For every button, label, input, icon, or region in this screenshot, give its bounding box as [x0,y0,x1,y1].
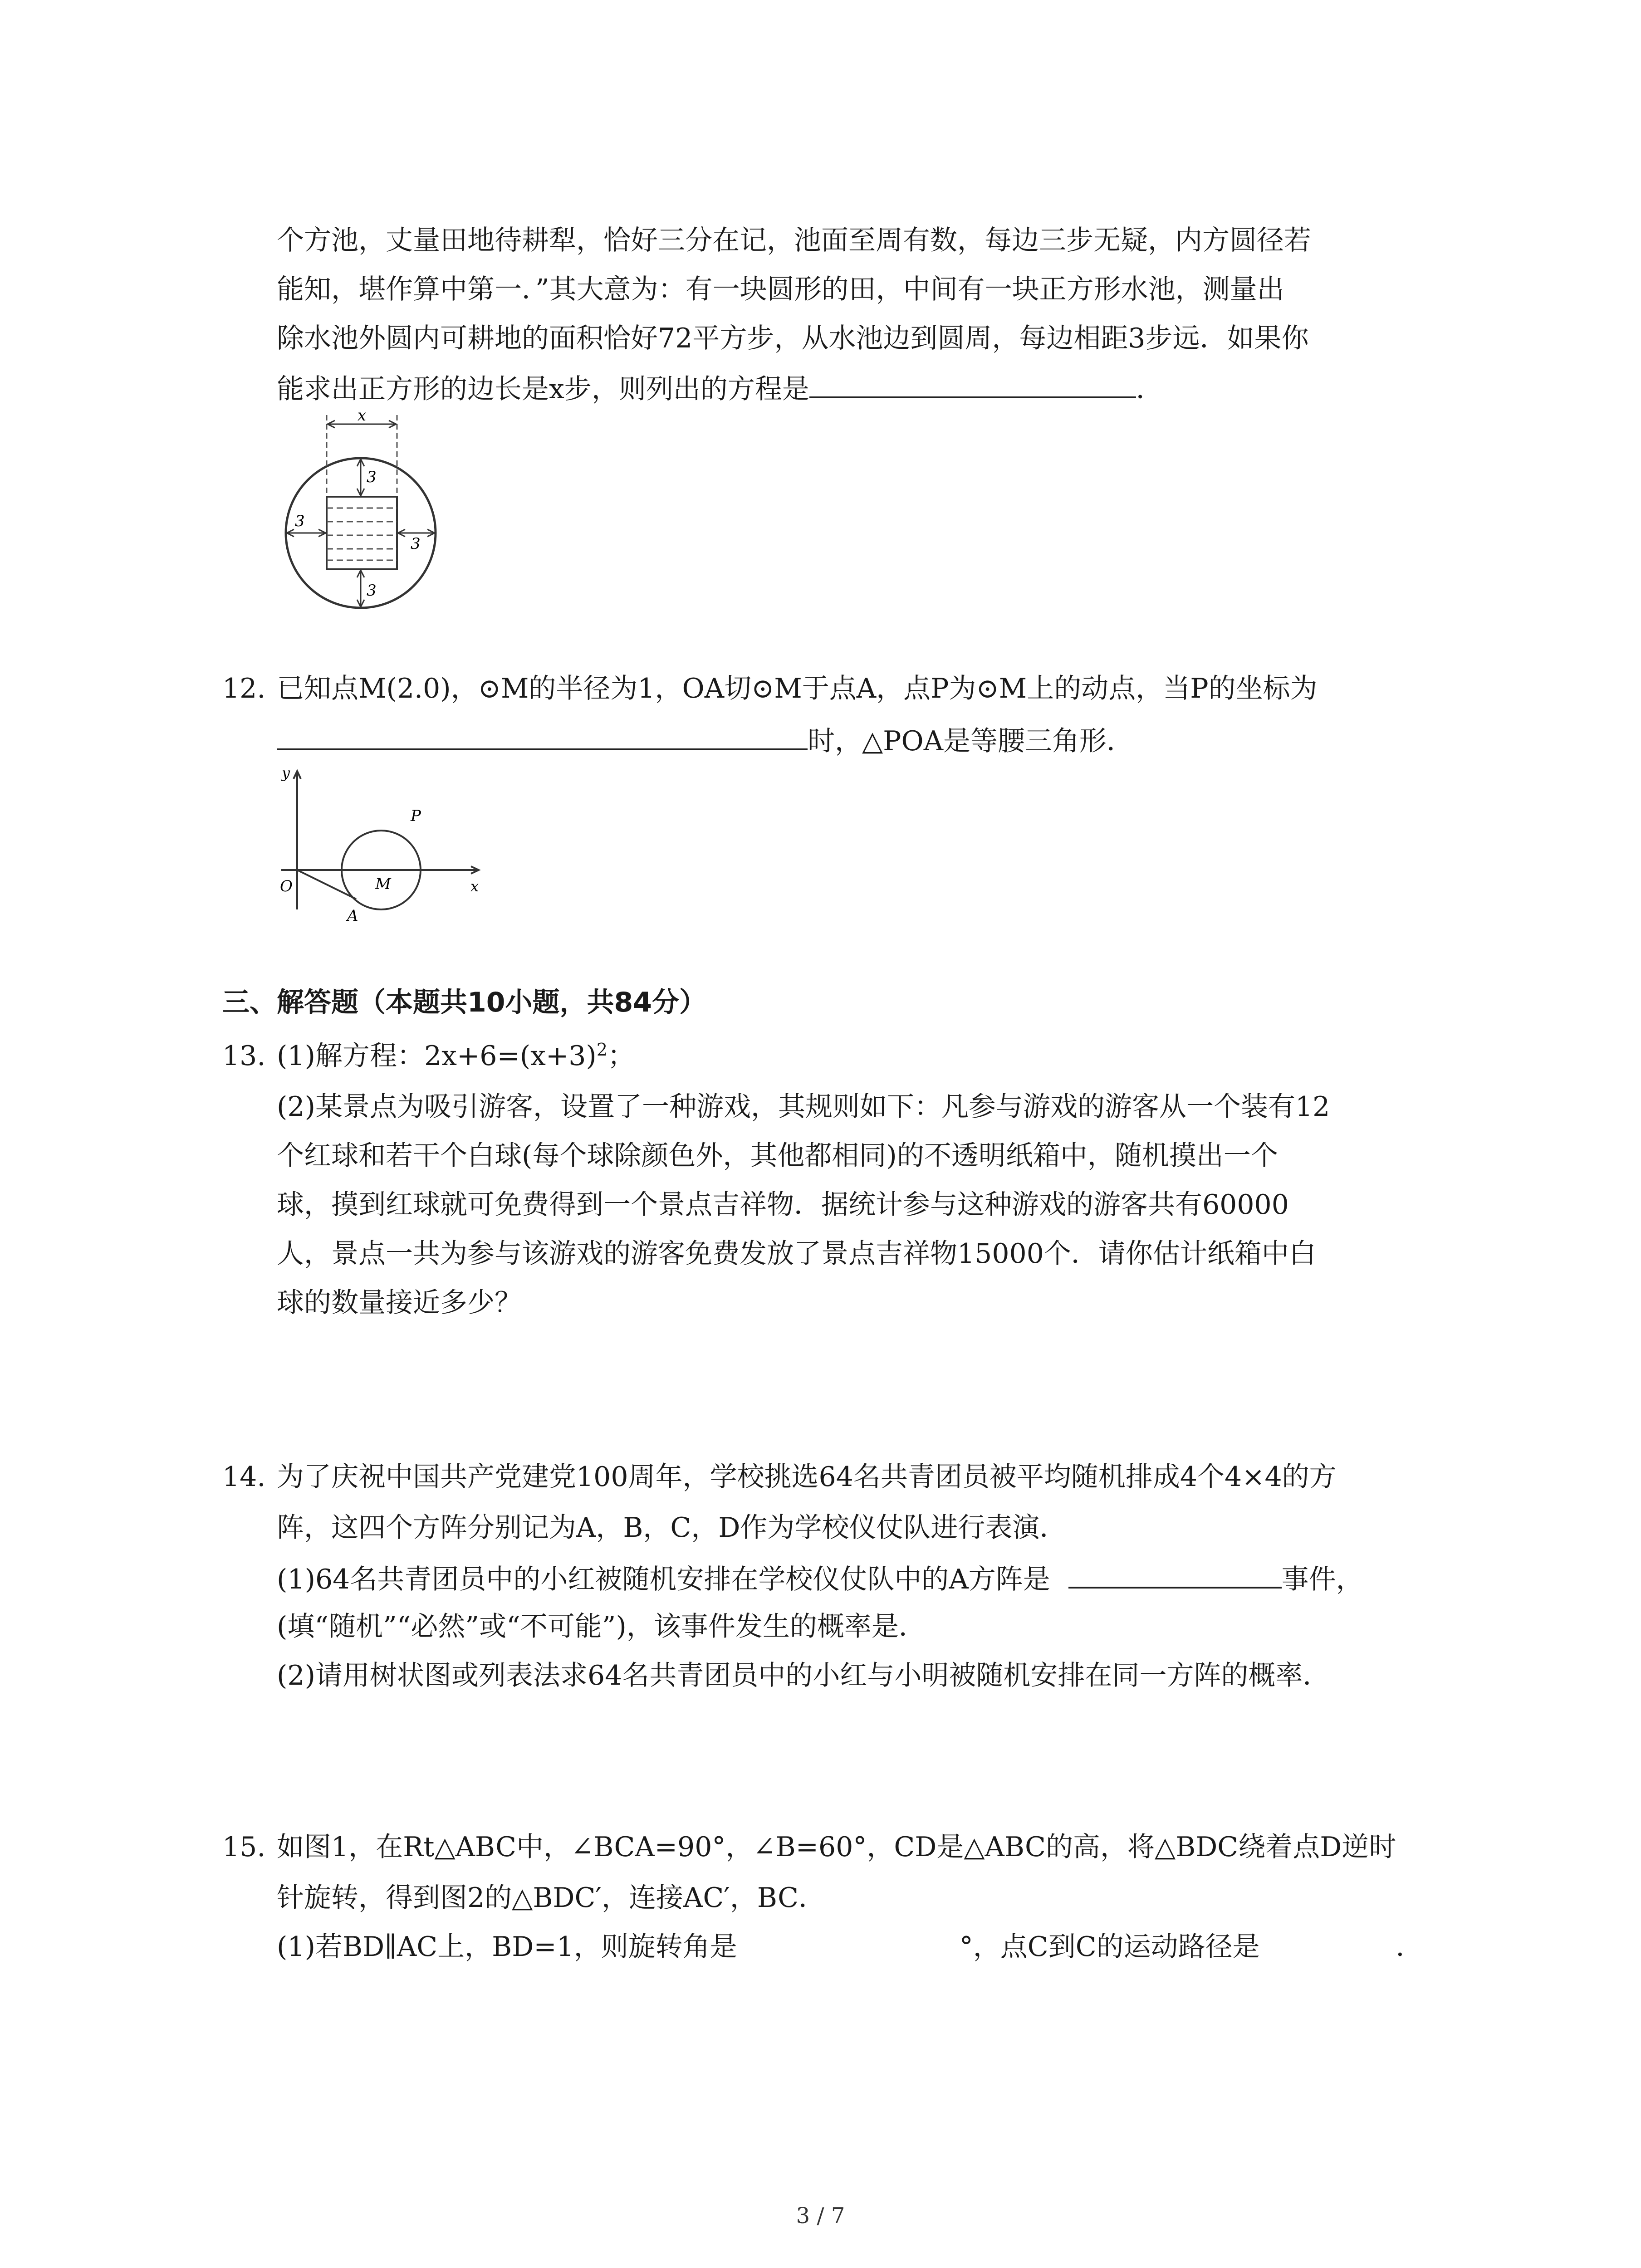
q12-label-x: x [470,878,479,895]
q12-label-a: A [347,907,358,925]
q14-part2-line: (2)请用树状图或列表法求64名共青团员中的小红与小明被随机安排在同一方阵的概率． [277,1660,1330,1691]
q13-part1-end: ； [607,1040,635,1072]
q12-text-2: 时，△POA是等腰三角形． [808,725,1134,757]
q11-line-3: 除水池外圆内可耕地的面积恰好72平方步，从水池边到圆周，每边相距3步远．如果你 [277,323,1309,354]
q12-text-1: 已知点M(2.0)，⊙M的半径为1，OA切⊙M于点A，点P为⊙M上的动点，当P的坐标为 [277,673,1318,704]
q11-figure [277,411,449,619]
q11-line-1: 个方池，丈量田地待耕犁，恰好三分在记，池面至周有数，每边三步无疑，内方圆径若 [277,225,1311,256]
q12-label-o: O [280,877,293,895]
q11-answer-blank[interactable] [809,365,1136,398]
q13-part2-line-4: 人，景点一共为参与该游戏的游客免费发放了景点吉祥物15000个．请你估计纸箱中白 [277,1238,1316,1270]
q12-figure [274,760,492,941]
q11-question-text: 能求出正方形的边长是x步，则列出的方程是 [277,373,809,405]
q14-text-1: 为了庆祝中国共产党建党100周年，学校挑选64名共青团员被平均随机排成4个4×4的方 [277,1461,1337,1493]
q12-label-p: P [411,807,421,825]
q13-part2-line-1: (2)某景点为吸引游客，设置了一种游戏，其规则如下：凡参与游戏的游客从一个装有12 [277,1091,1330,1123]
q13-part2-line-3: 球，摸到红球就可免费得到一个景点吉祥物．据统计参与这种游戏的游客共有60000 [277,1189,1289,1221]
q13-number: 13. [222,1040,266,1072]
q14-part1-line-1 [277,1555,1363,1602]
q12-label-m: M [375,875,391,893]
q15-part1-line [277,1924,1423,1970]
q15-part1-end: ． [1396,1931,1423,1963]
q15-number: 15. [222,1831,266,1863]
q11-label-3-left: 3 [295,512,305,530]
q15-part1-text-a: (1)若BD∥AC上，BD=1，则旋转角是 [277,1931,737,1963]
q11-label-3-right: 3 [411,535,421,553]
q14-line-2: 阵，这四个方阵分别记为A，B，C，D作为学校仪仗队进行表演． [277,1512,1067,1544]
q13-part2-line-5: 球的数量接近多少？ [277,1287,522,1319]
q13-part2-line-2: 个红球和若干个白球(每个球除颜色外，其他都相同)的不透明纸箱中，随机摸出一个 [277,1140,1278,1172]
q14-part1-line-2: (填“随机”“必然”或“不可能”)，该事件发生的概率是． [277,1611,926,1642]
page-number: 3 / 7 [796,2203,845,2229]
q11-label-x: x [358,411,367,425]
q14-line-1 [222,1454,1337,1500]
q14-part1-suffix: 事件， [1281,1564,1363,1595]
q11-end-mark: ． [1136,373,1163,405]
section-3-heading: 三、解答题（本题共10小题，共84分） [222,987,706,1018]
q14-answer-blank[interactable] [1068,1555,1282,1589]
q12-line-2 [277,717,1134,764]
q11-label-3-bottom: 3 [367,582,377,600]
q15-line-2: 针旋转，得到图2的△BDC′，连接AC′，BC． [277,1882,826,1914]
q13-exponent: 2 [596,1040,608,1060]
q11-line-4 [277,365,1163,412]
q12-line-1 [222,666,1318,711]
q14-part1-text: (1)64名共青团员中的小红被随机安排在学校仪仗队中的A方阵是 [277,1564,1050,1595]
q12-label-y: y [282,764,290,782]
q15-line-1 [222,1824,1396,1870]
q13-part1-text: (1)解方程：2x+6=(x+3) [277,1040,597,1072]
q12-answer-blank[interactable] [277,717,808,750]
q12-number: 12. [222,673,266,704]
q15-part1-text-b: °，点C到C的运动路径是 [959,1931,1260,1963]
q13-line-1 [222,1033,635,1079]
q11-label-3-top: 3 [367,468,377,486]
q11-line-2: 能知，堪作算中第一．”其大意为：有一块圆形的田，中间有一块正方形水池，测量出 [277,274,1284,305]
q14-number: 14. [222,1461,266,1493]
q15-text-1: 如图1，在Rt△ABC中，∠BCA=90°，∠B=60°，CD是△ABC的高，将△BDC绕着点D逆时 [277,1831,1396,1863]
